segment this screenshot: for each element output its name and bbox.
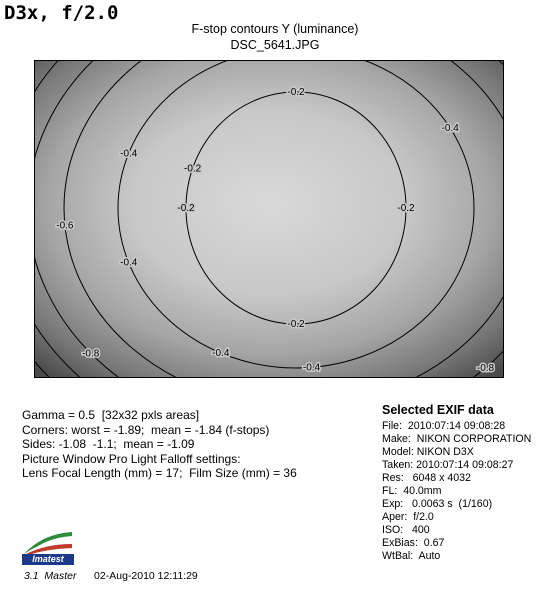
contour-plot [34,60,504,378]
exif-block [382,404,531,563]
version-label: 3.1 Master [24,570,77,582]
contour-label: -0.6 [56,220,74,232]
contour-label: -0.4 [441,123,459,134]
stats-line: Picture Window Pro Light Falloff settings: [22,451,241,466]
stats-line: Corners: worst = -1.89; mean = -1.84 (f-stops) [22,422,270,437]
plot-background [34,60,504,378]
exif-line: ISO: 400 [382,524,430,536]
exif-line: Model: NIKON D3X [382,446,474,458]
contour-label: -0.8 [476,362,495,374]
exif-line: Make: NIKON CORPORATION [382,433,532,445]
contour-label: -0.2 [184,163,202,175]
exif-heading: Selected EXIF data [382,403,494,417]
contour-label: -0.2 [397,203,415,214]
chart-subtitle: DSC_5641.JPG [230,38,320,52]
contour-label: -0.4 [212,348,230,360]
exif-line: Aper: f/2.0 [382,511,434,523]
contour-label: -0.4 [302,362,321,374]
exif-line: Res: 6048 x 4032 [382,472,471,484]
exif-line: FL: 40.0mm [382,485,442,497]
exif-line: WtBal: Auto [382,550,441,562]
exif-line: Exp: 0.0063 s (1/160) [382,498,493,510]
corner-title: D3x, f/2.0 [4,2,119,24]
stats-line: Sides: -1.08 -1.1; mean = -1.09 [22,437,195,452]
contour-label: -0.2 [177,203,195,214]
contour-label: -0.8 [82,348,100,360]
exif-line: File: 2010:07:14 09:08:28 [382,420,506,432]
footer [24,570,198,582]
stats-block [22,408,297,481]
imatest-logo-label: Imatest [22,554,74,565]
stats-line: Gamma = 0.5 [32x32 pxls areas] [22,408,200,422]
chart-title: F-stop contours Y (luminance) [191,22,359,36]
contour-label: -0.4 [120,148,138,160]
contour-label: -0.4 [120,257,138,269]
contour-label: -0.2 [287,319,305,330]
exif-line: Taken: 2010:07:14 09:08:27 [382,459,514,471]
timestamp: 02-Aug-2010 12:11:29 [94,570,198,582]
exif-line: ExBias: 0.67 [382,537,445,549]
stats-line: Lens Focal Length (mm) = 17; Film Size (mm) = 36 [22,466,297,481]
contour-label: -0.2 [287,87,305,98]
